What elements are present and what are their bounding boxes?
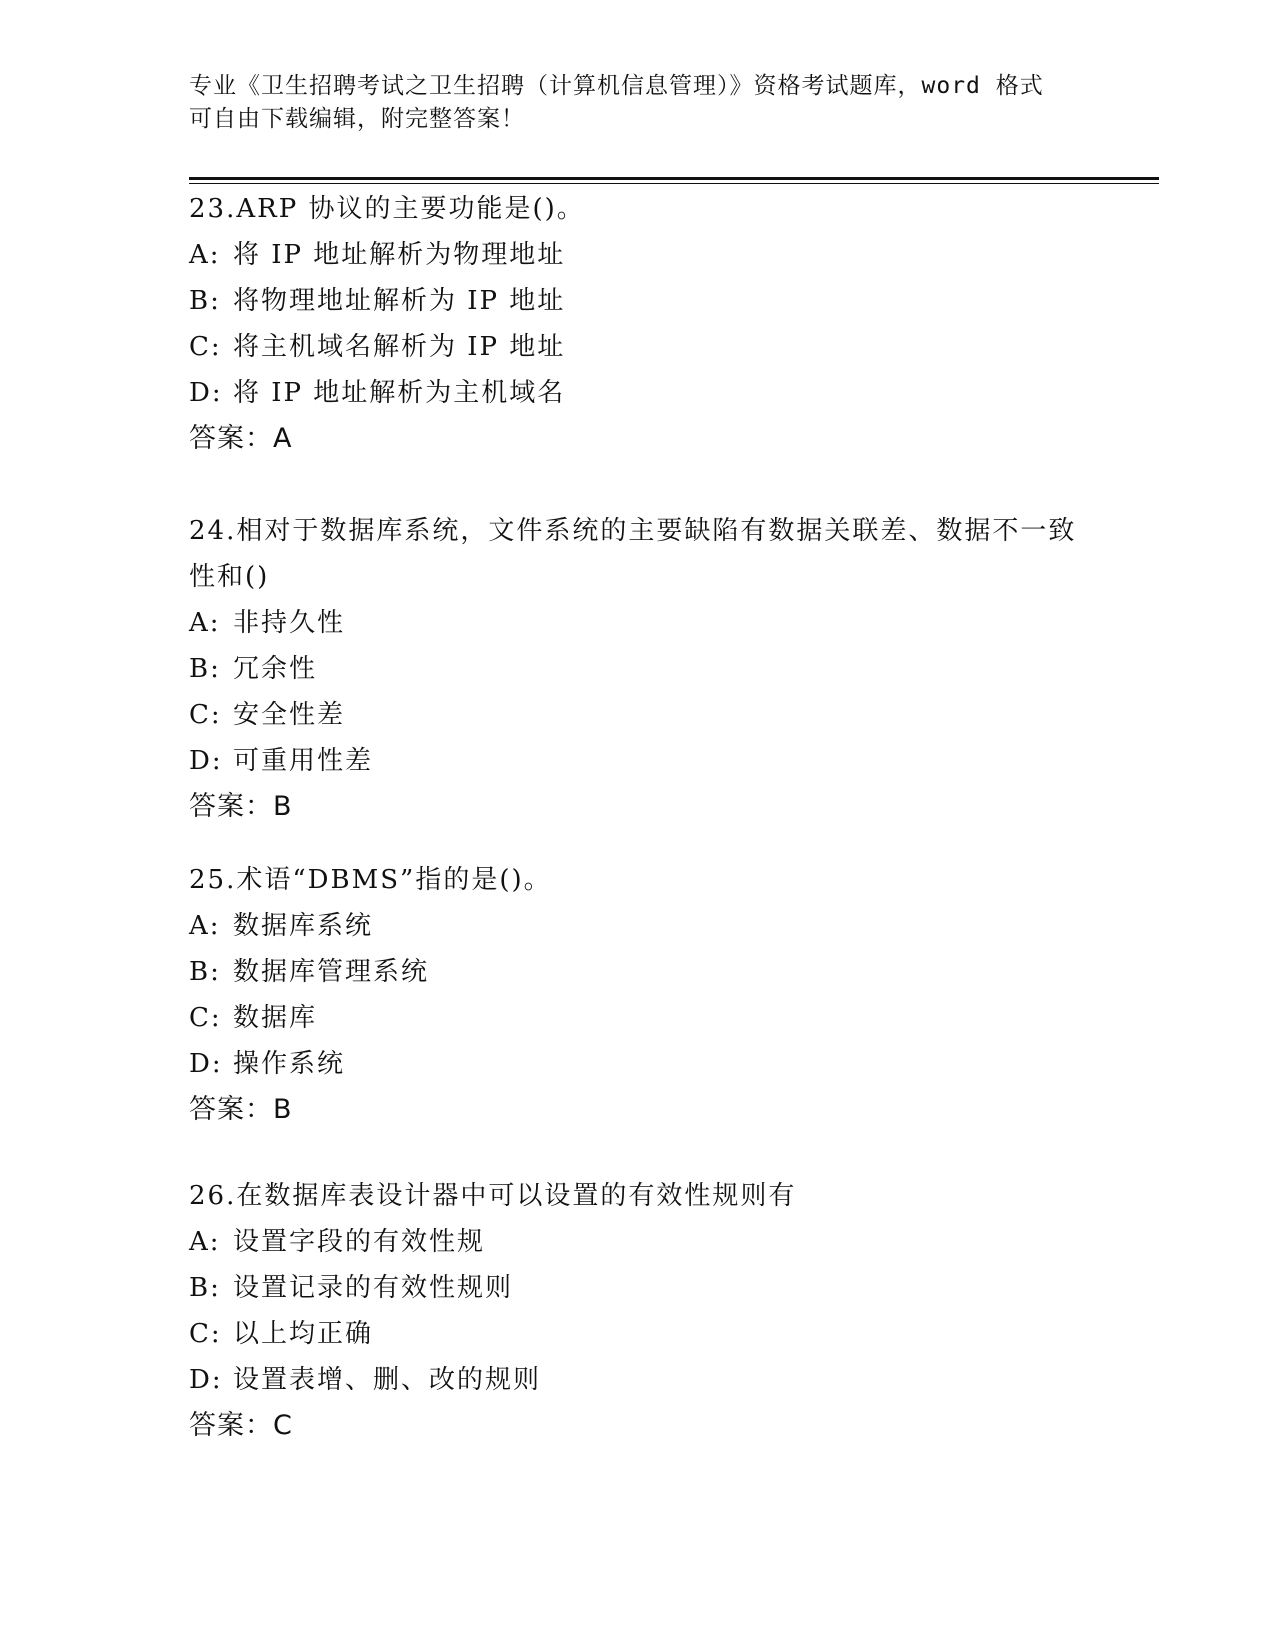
- option-a: [189, 600, 1089, 646]
- option-text: 以上均正确: [233, 1319, 374, 1349]
- question-stem: 25.术语“DBMS”指的是()。: [189, 865, 552, 895]
- option-letter: D:: [189, 746, 223, 776]
- answer-line: 答案：A: [189, 423, 293, 454]
- option-text: 设置表增、删、改的规则: [233, 1365, 542, 1395]
- question-26: [189, 1173, 1089, 1449]
- option-d: [189, 738, 1089, 784]
- option-c: [189, 324, 1089, 370]
- option-text: 将主机域名解析为 IP 地址: [233, 332, 566, 362]
- option-letter: D:: [189, 1049, 223, 1079]
- answer-line: 答案：C: [189, 1410, 293, 1441]
- option-text: 冗余性: [233, 654, 318, 684]
- header-line-1: 专业《卫生招聘考试之卫生招聘（计算机信息管理）》资格考试题库，word 格式: [189, 73, 1044, 99]
- option-text: 将 IP 地址解析为物理地址: [233, 240, 566, 270]
- option-text: 非持久性: [233, 608, 346, 638]
- option-letter: D:: [189, 378, 223, 408]
- option-text: 将物理地址解析为 IP 地址: [233, 286, 566, 316]
- answer-line: 答案：B: [189, 1094, 293, 1125]
- option-letter: C:: [189, 700, 222, 730]
- option-text: 安全性差: [233, 700, 346, 730]
- option-letter: B:: [189, 957, 221, 987]
- option-text: 数据库系统: [233, 911, 374, 941]
- question-25: [189, 857, 1089, 1133]
- option-letter: C:: [189, 1003, 222, 1033]
- option-text: 可重用性差: [233, 746, 374, 776]
- question-stem: 26.在数据库表设计器中可以设置的有效性规则有: [189, 1181, 797, 1211]
- option-d: [189, 1041, 1089, 1087]
- option-letter: C:: [189, 1319, 222, 1349]
- option-c: [189, 1311, 1089, 1357]
- answer-line: 答案：B: [189, 791, 293, 822]
- option-letter: A:: [189, 911, 221, 941]
- option-text: 数据库: [233, 1003, 318, 1033]
- option-b: [189, 278, 1089, 324]
- option-letter: A:: [189, 240, 221, 270]
- document-header: [189, 70, 1089, 136]
- option-text: 将 IP 地址解析为主机域名: [233, 378, 566, 408]
- option-text: 设置字段的有效性规: [233, 1227, 486, 1257]
- option-b: [189, 646, 1089, 692]
- option-c: [189, 692, 1089, 738]
- question-24: [189, 508, 1089, 830]
- option-letter: D:: [189, 1365, 223, 1395]
- option-letter: A:: [189, 1227, 221, 1257]
- option-letter: B:: [189, 654, 221, 684]
- header-line-2: 可自由下载编辑，附完整答案！: [189, 106, 525, 132]
- option-b: [189, 1265, 1089, 1311]
- option-letter: A:: [189, 608, 221, 638]
- option-b: [189, 949, 1089, 995]
- option-a: [189, 1219, 1089, 1265]
- option-text: 设置记录的有效性规则: [233, 1273, 514, 1303]
- question-stem: 23.ARP 协议的主要功能是()。: [189, 194, 585, 224]
- option-letter: B:: [189, 286, 221, 316]
- option-a: [189, 232, 1089, 278]
- question-23: [189, 186, 1089, 462]
- header-divider-thick: [189, 177, 1159, 180]
- option-d: [189, 1357, 1089, 1403]
- option-letter: C:: [189, 332, 222, 362]
- option-text: 数据库管理系统: [233, 957, 430, 987]
- question-stem: 24.相对于数据库系统，文件系统的主要缺陷有数据关联差、数据不一致性和(): [189, 516, 1077, 592]
- header-divider-thin: [189, 183, 1159, 184]
- option-a: [189, 903, 1089, 949]
- option-text: 操作系统: [233, 1049, 346, 1079]
- option-d: [189, 370, 1089, 416]
- option-c: [189, 995, 1089, 1041]
- option-letter: B:: [189, 1273, 221, 1303]
